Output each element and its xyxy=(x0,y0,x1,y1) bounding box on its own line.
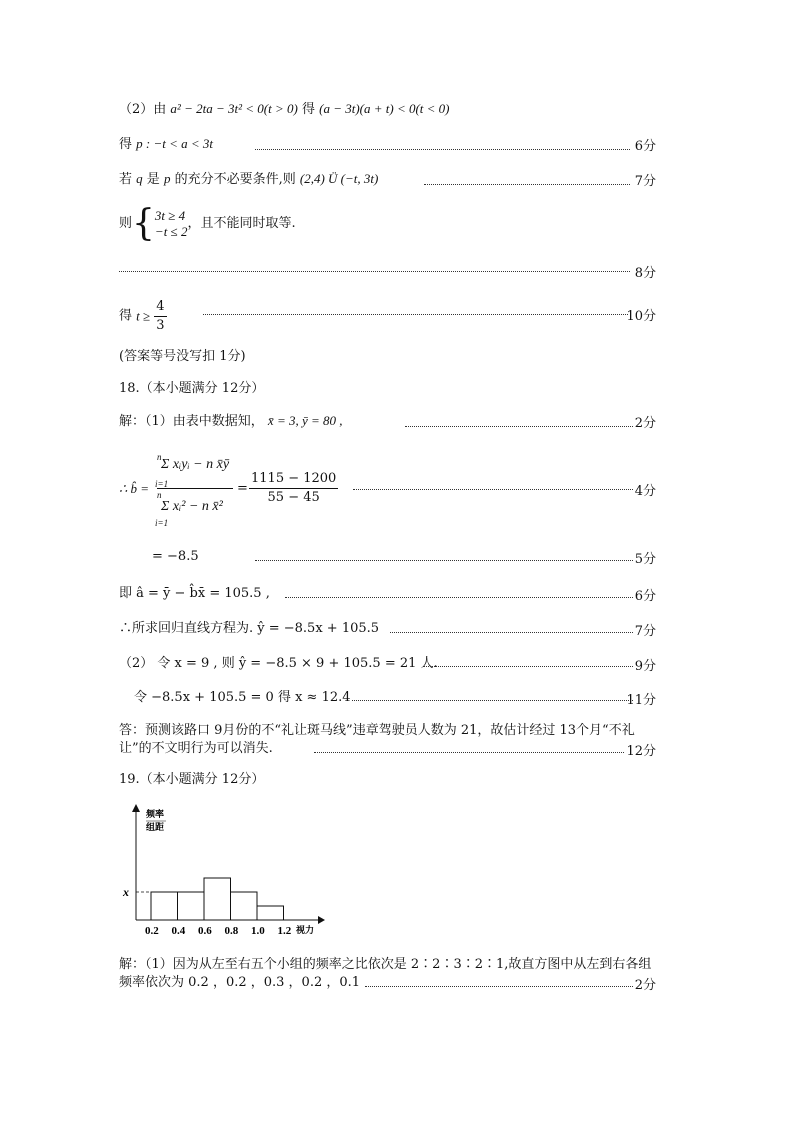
zero-solve-line: 令 −8.5x + 105.5 = 0 得 x ≈ 12.4 xyxy=(134,690,351,705)
dot-leader xyxy=(423,666,633,667)
histogram-chart xyxy=(118,800,328,945)
y-axis-label-bottom: 组距 xyxy=(146,822,165,832)
sum-lower: i=1 xyxy=(155,479,169,489)
prediction-line: （2） 令 x = 9 , 则 ŷ = −8.5 × 9 + 105.5 = 21 人. xyxy=(119,656,438,671)
part2-line1 xyxy=(119,100,656,119)
q19-solution-line-1: 解：（1）因为从左至右五个小组的频率之比依次是 2∶2∶3∶2∶1,故直方图中从左到右各组 xyxy=(119,957,652,972)
y-marker-label: x xyxy=(123,885,129,899)
score-mark: 7分 xyxy=(634,174,656,189)
q18-title: 18.（本小题满分 12分） xyxy=(119,381,265,396)
score-mark: 6分 xyxy=(634,139,656,154)
dot-leader xyxy=(352,700,633,701)
q18-intro: 解：（1）由表中数据知， xyxy=(119,414,264,429)
y-axis-arrow xyxy=(132,804,140,812)
subset-expression: (2,4) Ü (−t, 3t) xyxy=(299,171,379,186)
sum-lower: i=1 xyxy=(155,518,169,528)
denominator-sum: Σ xᵢ² − n x̄² xyxy=(161,499,223,514)
score-mark: 12分 xyxy=(626,744,656,759)
histogram-bar xyxy=(257,906,284,920)
slope-value: = −8.5 xyxy=(152,549,199,564)
score-mark: 2分 xyxy=(634,416,656,431)
numerator: 4 xyxy=(154,298,166,317)
prefix-text: 得 xyxy=(119,308,133,324)
x-axis-arrow xyxy=(318,916,325,924)
score-mark: 9分 xyxy=(634,659,656,674)
numerator: 1115 − 1200 xyxy=(249,470,338,489)
part2-line6 xyxy=(119,298,656,335)
dot-leader xyxy=(255,560,633,561)
score-mark: 6分 xyxy=(634,589,656,604)
system-note: ，且不能同时取等. xyxy=(187,216,296,231)
numerator-sum: Σ xᵢyᵢ − n x̄ȳ xyxy=(161,457,230,472)
dot-leader xyxy=(255,149,630,150)
numeric-fraction xyxy=(249,470,338,507)
denominator: 55 − 45 xyxy=(267,490,320,505)
y-axis-label-top: 频率 xyxy=(146,809,165,819)
x-tick-label: 0.4 xyxy=(171,925,186,937)
prefix-text: 若 xyxy=(119,172,133,187)
histogram-group xyxy=(122,804,325,937)
histogram-bar xyxy=(204,878,231,920)
score-mark: 7分 xyxy=(634,624,656,639)
sum-upper: n xyxy=(157,452,162,462)
system-eq-1: 3t ≥ 4 xyxy=(154,208,186,223)
histogram-bar xyxy=(151,892,178,920)
inequality-2: (a − 3t)(a + t) < 0(t < 0) xyxy=(319,101,450,116)
x-axis-label: 视力 xyxy=(296,925,315,935)
score-mark: 4分 xyxy=(634,484,656,499)
part2-line2 xyxy=(119,135,656,154)
dot-leader xyxy=(203,314,628,315)
system-eq-2: −t ≤ 2 xyxy=(154,224,188,239)
dot-leader xyxy=(353,489,633,490)
connector-text: 得 xyxy=(301,102,315,117)
part2-label: （2）由 xyxy=(119,102,167,117)
condition-text: 的充分不必要条件,则 xyxy=(174,172,296,187)
b-hat-label: ∴ b̂ = xyxy=(119,481,150,496)
intercept-line: 即 â = ȳ − b̂x̄ = 105.5 , xyxy=(119,586,270,601)
sum-upper: n xyxy=(157,490,162,500)
denominator: 3 xyxy=(156,318,165,333)
answer-line-2: 让”的不文明行为可以消失. xyxy=(119,741,273,756)
x-tick-label: 1.0 xyxy=(251,925,265,937)
score-mark: 8分 xyxy=(634,266,656,281)
x-tick-label: 1.2 xyxy=(277,925,292,937)
q19-title: 19.（本小题满分 12分） xyxy=(119,772,265,787)
dot-leader xyxy=(405,426,633,427)
answer-line-1: 答：预测该路口 9月份的不“礼让斑马线”违章驾驶员人数为 21，故估计经过 13个月“不礼 xyxy=(119,723,635,738)
brace-symbol: { xyxy=(132,203,155,244)
score-mark: 5分 xyxy=(634,552,656,567)
means: x̄ = 3, ȳ = 80 , xyxy=(267,413,343,428)
p-statement: p : −t < a < 3t xyxy=(136,136,214,151)
fraction-four-thirds xyxy=(154,298,166,335)
q18-slope-formula xyxy=(119,448,656,528)
inequality-1: a² − 2ta − 3t² < 0(t > 0) xyxy=(170,101,298,116)
q19-solution-line-2: 频率依次为 0.2 ，0.2 ，0.3 ，0.2 ，0.1 xyxy=(119,975,361,990)
dot-leader xyxy=(314,752,624,753)
score-mark: 2分 xyxy=(634,978,656,993)
x-tick-label: 0.6 xyxy=(198,925,212,937)
dot-leader xyxy=(365,986,633,987)
regression-line: ∴所求回归直线方程为. ŷ = −8.5x + 105.5 xyxy=(119,621,380,636)
q18-line1 xyxy=(119,412,656,431)
fraction-bar xyxy=(157,488,233,489)
histogram-bar xyxy=(178,892,205,920)
prefix-text: 得 xyxy=(119,137,133,152)
deduction-note: (答案等号没写扣 1分) xyxy=(119,349,246,364)
score-mark: 11分 xyxy=(626,693,656,708)
connector-text: 是 xyxy=(146,172,160,187)
equals-sign: = xyxy=(237,481,248,496)
score-mark: 10分 xyxy=(626,309,656,324)
t-inequality: t ≥ xyxy=(136,308,151,324)
q-symbol: q xyxy=(136,171,143,186)
dot-leader xyxy=(424,184,630,185)
dot-leader xyxy=(285,597,633,598)
p-symbol: p xyxy=(163,171,171,186)
prefix-text: 则 xyxy=(119,216,133,231)
part2-line3 xyxy=(119,170,656,189)
histogram-bar xyxy=(231,892,258,920)
dot-leader xyxy=(390,632,633,633)
dot-leader xyxy=(119,271,630,272)
x-tick-label: 0.2 xyxy=(145,925,159,937)
x-tick-label: 0.8 xyxy=(224,925,239,937)
part2-line4 xyxy=(119,203,656,244)
